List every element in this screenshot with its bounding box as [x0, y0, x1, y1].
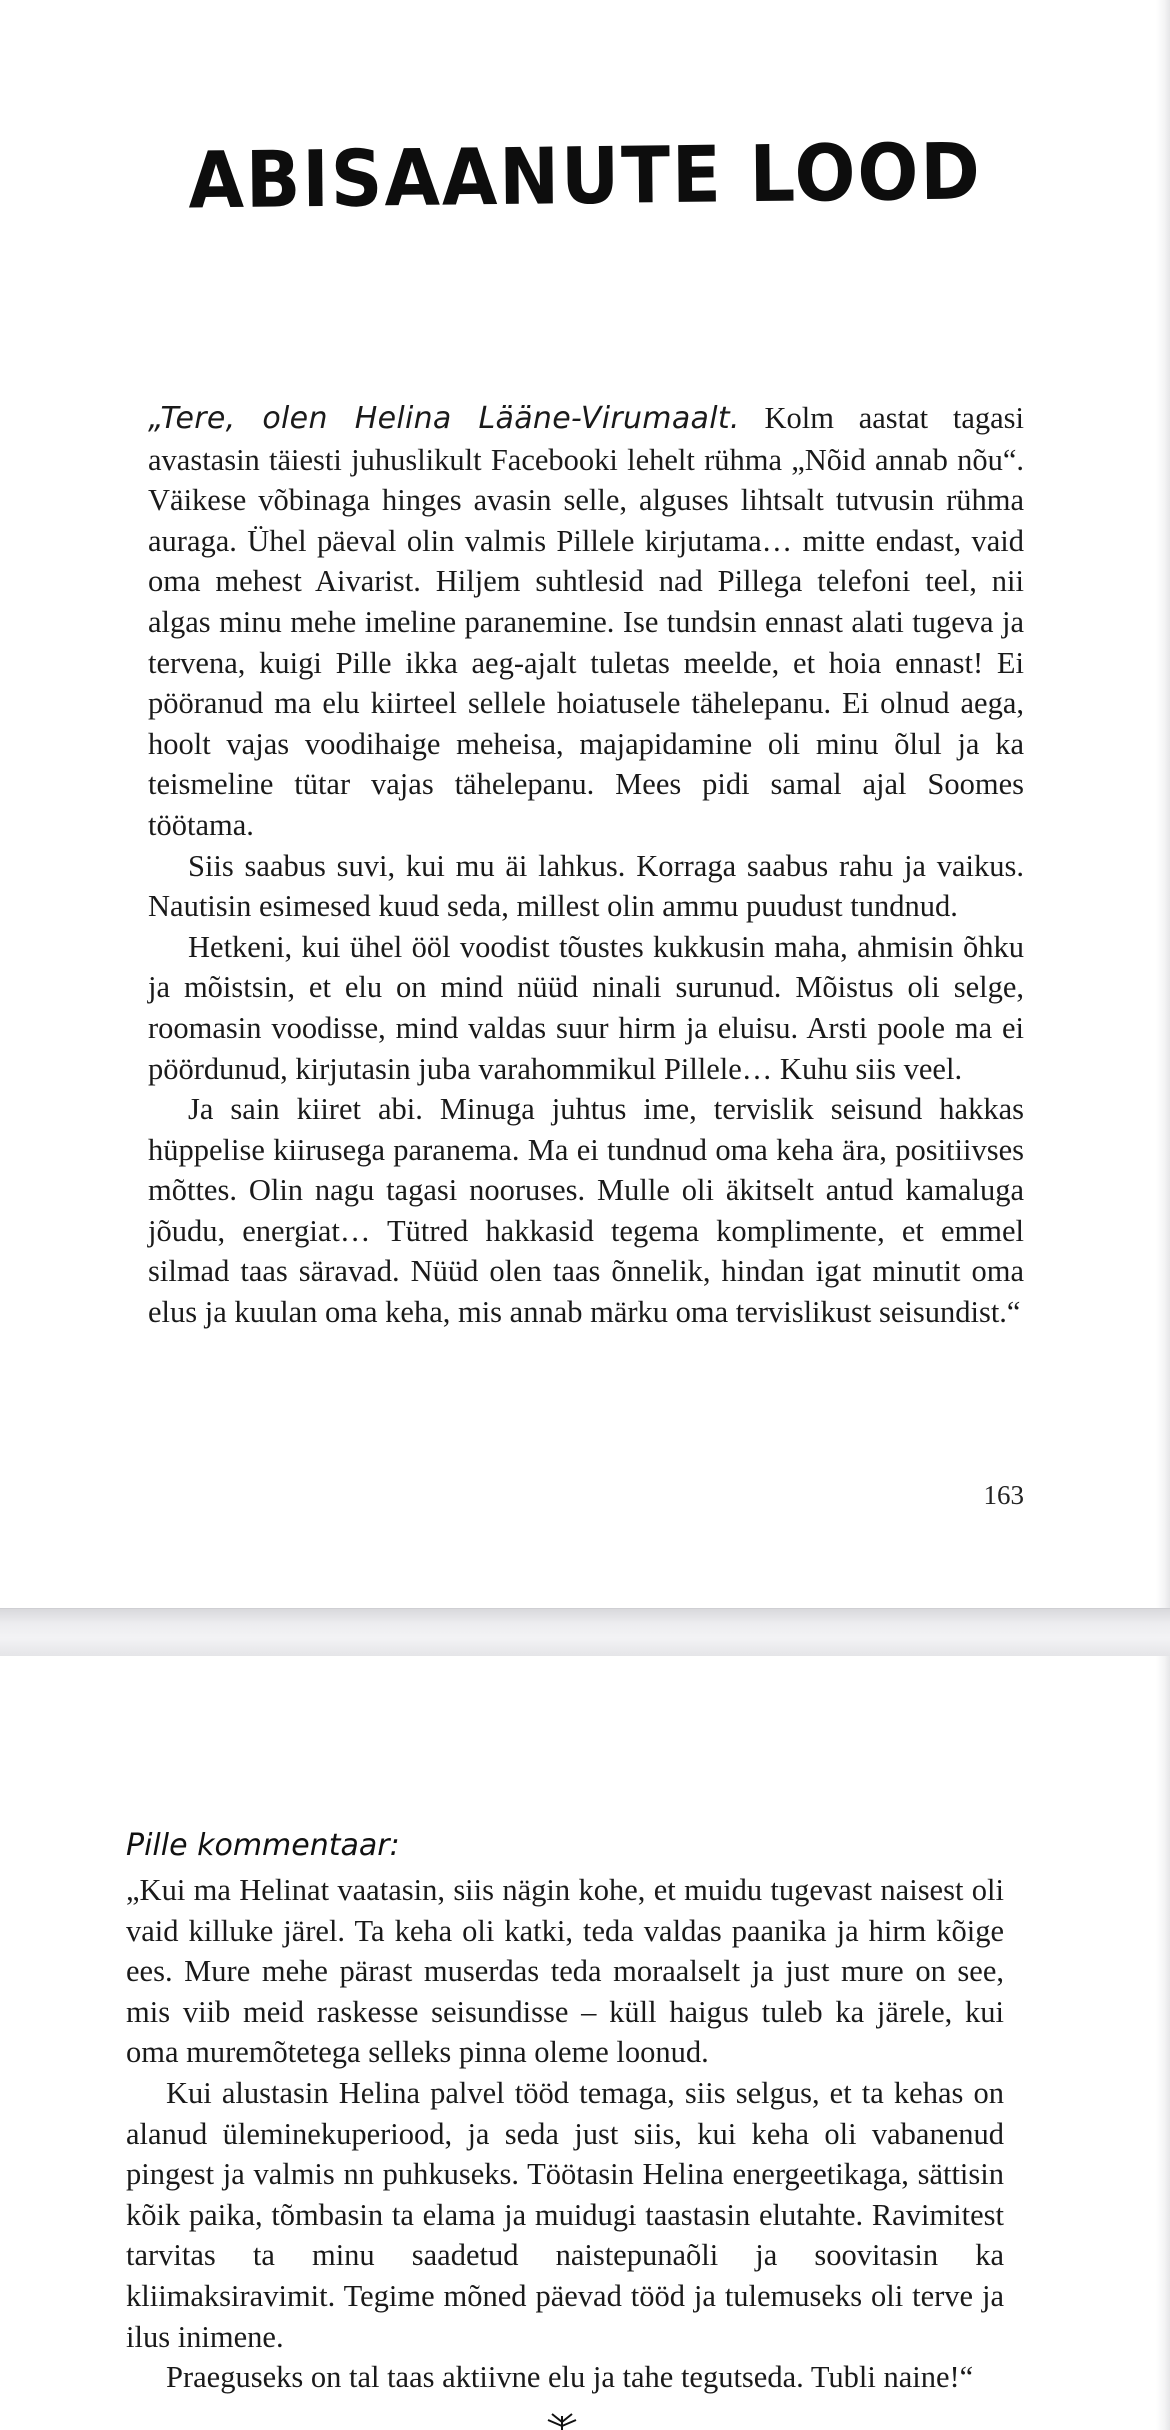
story-paragraph-1: [148, 398, 1024, 846]
page-number: 163: [983, 1480, 1024, 1510]
comment-paragraph-3: Praeguseks on tal taas aktiivne elu ja tahe tegutseda. Tubli naine!“: [166, 2360, 974, 2395]
page-edge-shadow: [1156, 1656, 1170, 2430]
leaf-ornament-icon: [540, 2410, 584, 2430]
comment-paragraph-1: „Kui ma Helinat vaatasin, siis nägin kohe, et muidu tugevast naisest oli vaid killuke järel. Ta keha oli katki, teda valdas paanika ja hirm kõige ees. Mure mehe pärast muserdas teda moraalselt ja just mure on see, mis viib meid raskesse seisundisse – küll haigus tuleb ka järele, kui oma muremõtetega selleks pinna oleme loonud.: [126, 1873, 1004, 2070]
comment-text: [126, 1870, 1004, 2398]
story-text: [148, 398, 1024, 1333]
story-paragraph-1-text: Kolm aastat tagasi avastasin täiesti juhuslikult Facebooki lehelt rühma „Nõid annab nõu“. Väikese võbinaga hinges avasin selle, alguses lihtsalt tutvusin rühma auraga. Ühel päeval olin valmis Pillele kirjutama… mitte endast, vaid oma mehest Aivarist. Hiljem suhtlesid nad Pillega telefoni teel, nii algas minu mehe imeline paranemine. Ise tundsin ennast alati tugeva ja tervena, kuigi Pille ikka aeg-ajalt tuletas meelde, et hoia ennast! Ei pööranud ma elu kiirteel sellele hoiatusele tähelepanu. Ei olnud aega, hoolt vajas voodihaige meheisa, majapidamine oli minu õlul ja ka teismeline tütar vajas tähelepanu. Mees pidi samal ajal Soomes töötama.: [148, 401, 1025, 842]
story-paragraph-2: Siis saabus suvi, kui mu äi lahkus. Korraga saabus rahu ja vaikus. Nautisin esimesed kuud seda, millest olin ammu puudust tundnud.: [148, 848, 1024, 924]
story-paragraph-3: Hetkeni, kui ühel ööl voodist tõustes kukkusin maha, ahmisin õhku ja mõistsin, et elu on mind nüüd ninali surunud. Mõistus oli selge, roomasin voodisse, mind valdas suur hirm ja eluisu. Arsti poole ma ei pöördunud, kirjutasin juba varahommikul Pillele… Kuhu siis veel.: [148, 929, 1024, 1086]
comment-paragraph-2: Kui alustasin Helina palvel tööd temaga, siis selgus, et ta kehas on alanud üleminekuperiood, ja seda just siis, kui keha oli vabanenud pingest ja valmis nn puhkuseks. Töötasin Helina energeetikaga, sättisin kõik paika, tõmbasin ta elama ja muidugi taastasin elutahte. Ravimitest tarvitas ta minu saadetud naistepunaõli ja soovitasin ka kliimaksiravimit. Tegime mõned päevad tööd ja tulemuseks oli terve ja ilus inimene.: [126, 2075, 1004, 2354]
comment-heading: Pille kommentaar:: [126, 1828, 400, 1863]
handwritten-intro: „Tere, olen Helina Lääne-Virumaalt.: [148, 401, 740, 436]
page-separator: [0, 1608, 1170, 1658]
page-edge-shadow: [1156, 0, 1170, 1608]
story-paragraph-4: Ja sain kiiret abi. Minuga juhtus ime, tervislik seisund hakkas hüppelise kiirusega paranema. Ma ei tundnud oma keha ära, positiivses mõttes. Olin nagu tagasi nooruses. Mulle oli äkitselt antud kamaluga jõudu, energiat… Tütred hakkasid tegema komplimente, et emmel silmad taas säravad. Nüüd olen taas õnnelik, hindan igat minutit oma elus ja kuulan oma keha, mis annab märku oma tervislikust seisundist.“: [148, 1092, 1024, 1330]
chapter-title: ABISAANUTE LOOD: [187, 127, 983, 227]
